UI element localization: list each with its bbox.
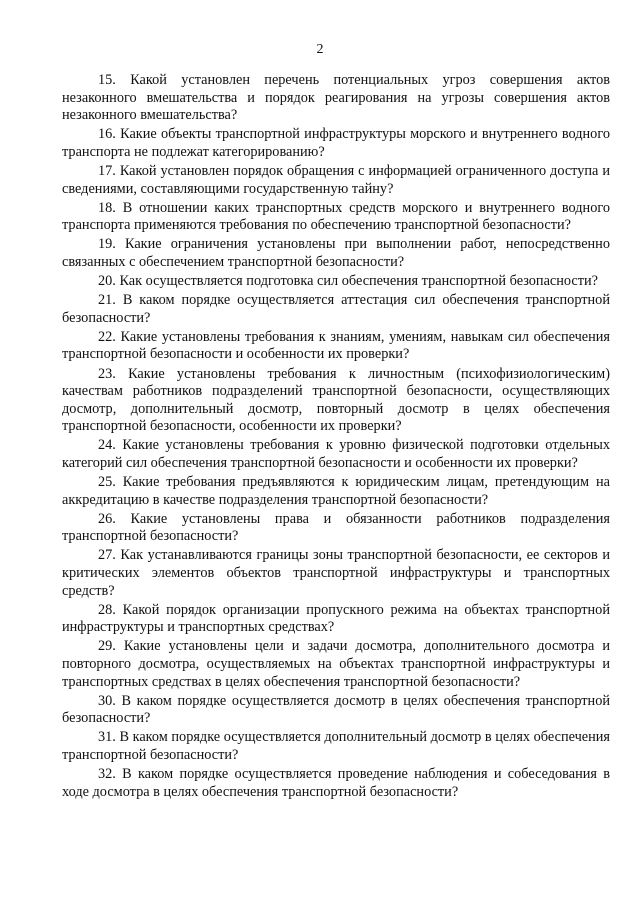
question-30: 30. В каком порядке осуществляется досмотр в целях обеспечения транспортной безопасности? bbox=[62, 692, 610, 727]
question-18: 18. В отношении каких транспортных средств морского и внутреннего водного транспорта применяются требования по обеспечению транспортной безопасности? bbox=[62, 199, 610, 234]
question-21: 21. В каком порядке осуществляется аттестация сил обеспечения транспортной безопасности? bbox=[62, 292, 610, 326]
question-27: 27. Как устанавливаются границы зоны транспортной безопасности, ее секторов и критических элементов объектов транспортной инфраструктуры и транспортных средств? bbox=[62, 547, 610, 599]
question-29: 29. Какие установлены цели и задачи досмотра, дополнительного досмотра и повторного досмотра, осуществляемых на объектах транспортной инфраструктуры и транспортных средствах в целях обеспечения транспортной безопасности? bbox=[62, 638, 610, 690]
question-28: 28. Какой порядок организации пропускного режима на объектах транспортной инфраструктуры и транспортных средствах? bbox=[62, 601, 610, 636]
question-17: 17. Какой установлен порядок обращения с информацией ограниченного доступа и сведениями, составляющими государственную тайну? bbox=[62, 162, 610, 197]
question-23: 23. Какие установлены требования к личностным (психофизиологическим) качествам работников подразделений транспортной безопасности, осуществляющих досмотр, дополнительный досмотр, повторный досмотр в целях обеспечения транспортной безопасности, особенности их проверки? bbox=[62, 365, 610, 435]
question-20: 20. Как осуществляется подготовка сил обеспечения транспортной безопасности? bbox=[98, 273, 599, 290]
question-31: 31. В каком порядке осуществляется дополнительный досмотр в целях обеспечения транспортной безопасности? bbox=[62, 729, 610, 763]
page-number: 2 bbox=[316, 42, 324, 57]
question-19: 19. Какие ограничения установлены при выполнении работ, непосредственно связанных с обеспечением транспортной безопасности? bbox=[62, 236, 610, 270]
question-16: 16. Какие объекты транспортной инфраструктуры морского и внутреннего водного транспорта не подлежат категорированию? bbox=[62, 126, 610, 160]
question-32: 32. В каком порядке осуществляется проведение наблюдения и собеседования в ходе досмотра в целях обеспечения транспортной безопасности? bbox=[62, 766, 610, 800]
question-24: 24. Какие установлены требования к уровню физической подготовки отдельных категорий сил обеспечения транспортной безопасности и особенности их проверки? bbox=[62, 437, 610, 471]
question-list bbox=[62, 72, 610, 803]
question-22: 22. Какие установлены требования к знаниям, умениям, навыкам сил обеспечения транспортной безопасности и особенности их проверки? bbox=[62, 328, 610, 363]
question-15: 15. Какой установлен перечень потенциальных угроз совершения актов незаконного вмешательства и порядок реагирования на угрозы совершения актов незаконного вмешательства? bbox=[62, 72, 610, 124]
question-25: 25. Какие требования предъявляются к юридическим лицам, претендующим на аккредитацию в качестве подразделения транспортной безопасности? bbox=[62, 474, 610, 508]
question-26: 26. Какие установлены права и обязанности работников подразделения транспортной безопасности? bbox=[62, 510, 610, 545]
